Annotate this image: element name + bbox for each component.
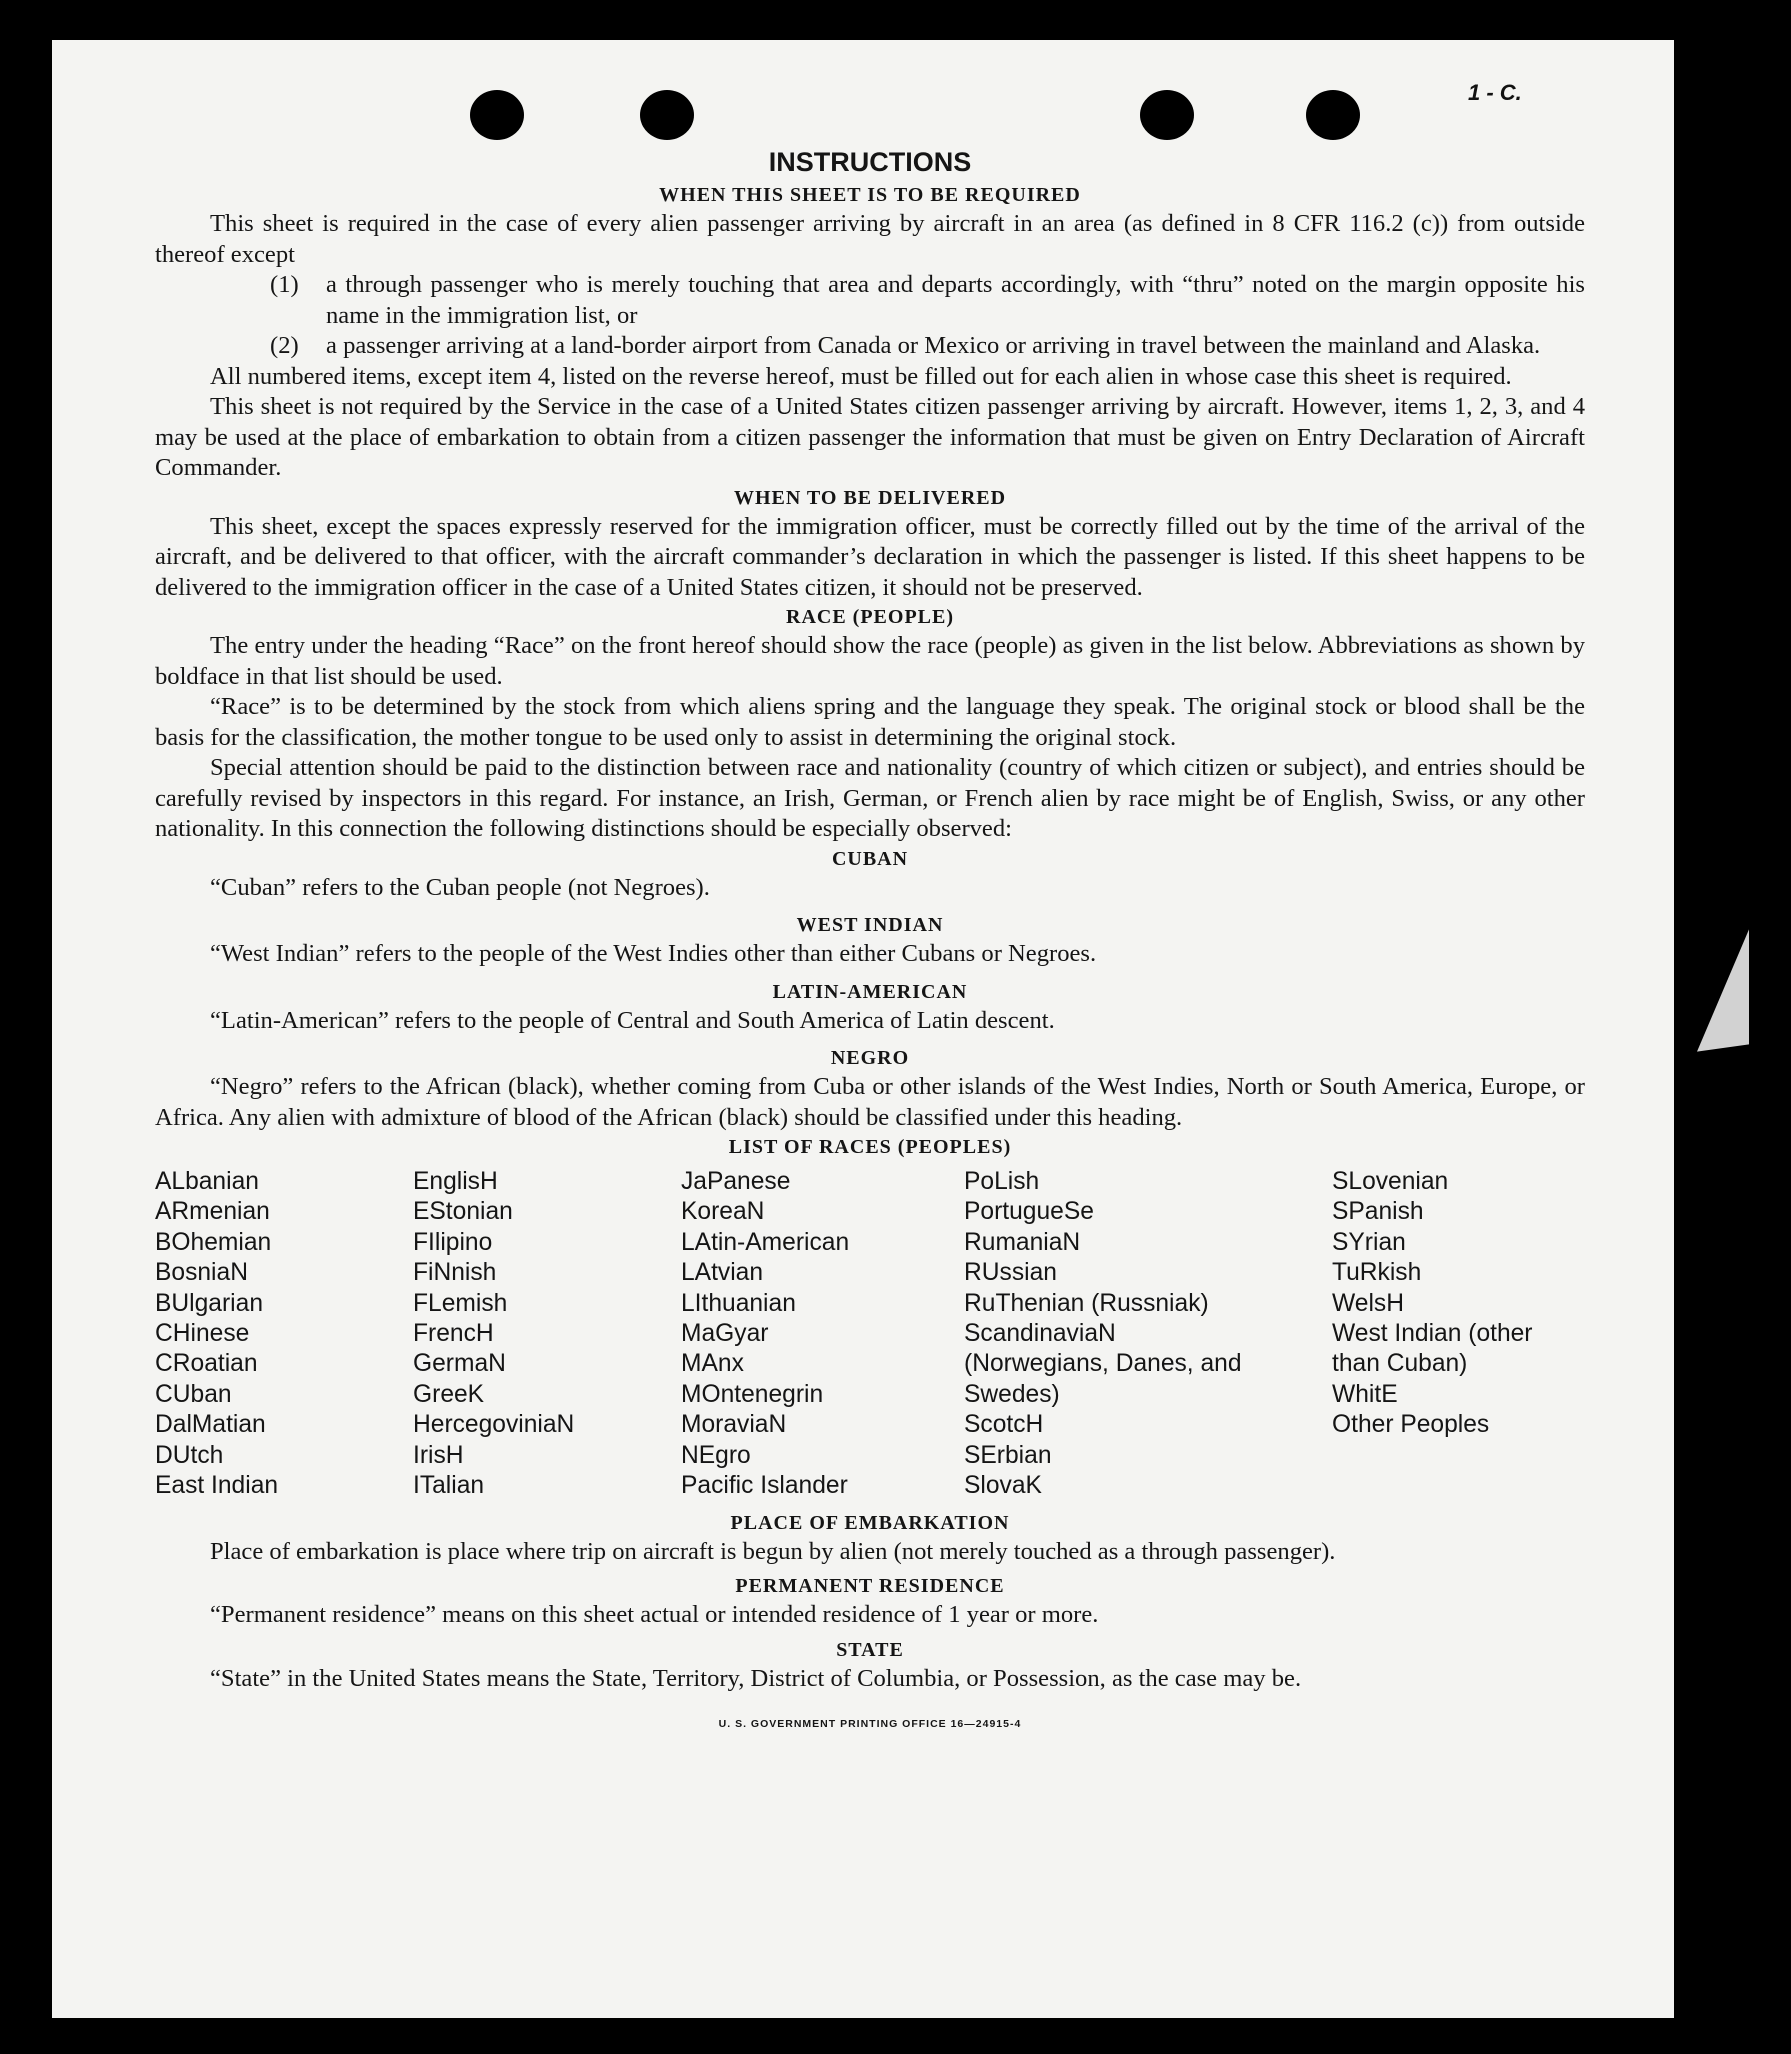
- instructions-content: [155, 146, 1585, 1739]
- paragraph: “Permanent residence” means on this sheet actual or intended residence of 1 year or more.: [210, 1600, 1099, 1628]
- race-item: FiNnish: [413, 1259, 497, 1287]
- race-item: TuRkish: [1332, 1259, 1422, 1287]
- paragraph: Place of embarkation is place where trip on aircraft is begun by alien (not merely touched as a through passenger).: [210, 1538, 1336, 1566]
- heading-when-delivered: WHEN TO BE DELIVERED: [733, 486, 1007, 509]
- paragraph: “West Indian” refers to the people of the West Indies other than either Cubans or Negroes.: [210, 940, 1097, 967]
- race-item: EnglisH: [413, 1168, 498, 1195]
- race-item: FLemish: [413, 1289, 508, 1317]
- heading-cuban: CUBAN: [831, 847, 909, 870]
- race-item: IrisH: [413, 1441, 464, 1469]
- race-item: MaGyar: [681, 1320, 769, 1348]
- race-item: CHinese: [155, 1320, 250, 1348]
- item-number: (1): [270, 271, 299, 298]
- race-item: HercegoviniaN: [413, 1411, 575, 1439]
- item-number: (2): [270, 332, 299, 359]
- race-item: WhitE: [1332, 1380, 1398, 1408]
- race-column: [1332, 1167, 1585, 1501]
- punch-hole: [1306, 90, 1360, 140]
- paragraph: “State” in the United States means the State, Territory, District of Columbia, or Possession, as the case may be.: [210, 1665, 1302, 1693]
- item-text: a through passenger who is merely touching that area and departs accordingly, with “thru” noted on the margin opposite his name in the immigration list, or: [326, 271, 1585, 329]
- race-item: CRoatian: [155, 1350, 258, 1378]
- race-item: ALbanian: [155, 1168, 259, 1195]
- race-column: [155, 1167, 413, 1501]
- race-column: [964, 1167, 1332, 1501]
- race-item: LIthuanian: [681, 1289, 796, 1317]
- paragraph: Special attention should be paid to the distinction between race and nationality (country of which citizen or subject), and entries should be carefully revised by inspectors in this regard. For instance, an Irish, German, or French alien by race might be of English, Swiss, or any other nationality. In this connection the following distinctions should be especially observed:: [155, 754, 1585, 842]
- punch-hole: [640, 90, 694, 140]
- page-title: INSTRUCTIONS: [768, 147, 972, 177]
- race-item: FrencH: [413, 1320, 494, 1348]
- paragraph: The entry under the heading “Race” on the front hereof should show the race (people) as given in the list below. Abbreviations as shown by boldface in that list should be used.: [155, 632, 1585, 690]
- race-item: LAtin-American: [681, 1228, 850, 1256]
- race-item: West Indian (other than Cuban): [1332, 1320, 1533, 1378]
- handwritten-corner-note: 1 - C.: [1468, 80, 1522, 105]
- race-item: RumaniaN: [964, 1228, 1081, 1256]
- paragraph: This sheet, except the spaces expressly reserved for the immigration officer, must be correctly filled out by the time of the arrival of the aircraft, and be delivered to that officer, with the aircraft commander’s declaration in which the passenger is listed. If this sheet happens to be delivered to the immigration officer in the case of a United States citizen, it should not be preserved.: [155, 512, 1585, 601]
- race-item: KoreaN: [681, 1198, 765, 1226]
- race-item: SLovenian: [1332, 1168, 1449, 1195]
- race-item: SErbian: [964, 1441, 1052, 1469]
- race-item: PortugueSe: [964, 1198, 1094, 1226]
- paragraph: This sheet is not required by the Service in the case of a United States citizen passenger arriving by aircraft. However, items 1, 2, 3, and 4 may be used at the place of embarkation to obtain from a citizen passenger the information that must be given on Entry Declaration of Aircraft Commander.: [155, 393, 1585, 481]
- race-item: ScandinaviaN (Norwegians, Danes, and Swedes): [964, 1320, 1242, 1408]
- race-item: NEgro: [681, 1441, 751, 1469]
- race-item: DalMatian: [155, 1411, 266, 1439]
- race-item: MOntenegrin: [681, 1380, 824, 1408]
- paragraph: “Race” is to be determined by the stock from which aliens spring and the language they speak. The original stock or blood shall be the basis for the classification, the mother tongue to be used only to assist in determining the original stock.: [155, 693, 1585, 751]
- list-item: [270, 331, 1585, 362]
- race-column: [413, 1167, 681, 1501]
- race-item: ScotcH: [964, 1411, 1044, 1439]
- race-item: LAtvian: [681, 1259, 764, 1287]
- paragraph: This sheet is required in the case of every alien passenger arriving by aircraft in an area (as defined in 8 CFR 116.2 (c)) from outside thereof except: [155, 210, 1585, 268]
- race-item: MoraviaN: [681, 1411, 787, 1439]
- punch-hole: [470, 90, 524, 140]
- heading-list-of-races: LIST OF RACES (PEOPLES): [728, 1136, 1012, 1158]
- punch-hole: [1140, 90, 1194, 140]
- race-item: RUssian: [964, 1259, 1057, 1287]
- race-column: [681, 1167, 964, 1501]
- race-item: ITalian: [413, 1472, 485, 1500]
- heading-race: RACE (PEOPLE): [786, 606, 954, 628]
- race-item: MAnx: [681, 1350, 744, 1378]
- heading-west-indian: WEST INDIAN: [796, 914, 944, 936]
- race-item: SYrian: [1332, 1228, 1406, 1256]
- race-item: EStonian: [413, 1198, 513, 1226]
- race-item: Pacific Islander: [681, 1472, 848, 1500]
- race-item: BosniaN: [155, 1259, 248, 1287]
- paragraph: All numbered items, except item 4, listed on the reverse hereof, must be filled out for each alien in whose case this sheet is required.: [210, 362, 1512, 390]
- race-item: ARmenian: [155, 1198, 270, 1226]
- race-item: GermaN: [413, 1350, 506, 1378]
- race-item: CUban: [155, 1380, 232, 1408]
- heading-state: STATE: [836, 1639, 904, 1662]
- race-item: Other Peoples: [1332, 1411, 1490, 1439]
- heading-permanent-residence: PERMANENT RESIDENCE: [735, 1574, 1005, 1597]
- race-item: SPanish: [1332, 1198, 1424, 1226]
- page-tab-shadow: [1697, 929, 1749, 1051]
- race-item: GreeK: [413, 1380, 485, 1408]
- heading-place-of-embarkation: PLACE OF EMBARKATION: [730, 1512, 1010, 1535]
- race-item: PoLish: [964, 1168, 1040, 1195]
- race-item: DUtch: [155, 1441, 224, 1469]
- race-item: FIlipino: [413, 1228, 493, 1256]
- paragraph: “Negro” refers to the African (black), whether coming from Cuba or other islands of the West Indies, North or South America, Europe, or Africa. Any alien with admixture of blood of the African (black) should be classified under this heading.: [155, 1073, 1585, 1131]
- paragraph: “Latin-American” refers to the people of Central and South America of Latin descent.: [210, 1006, 1055, 1034]
- race-item: SlovaK: [964, 1472, 1042, 1500]
- race-item: WelsH: [1332, 1289, 1404, 1317]
- race-item: RuThenian (Russniak): [964, 1289, 1209, 1317]
- heading-when-required: WHEN THIS SHEET IS TO BE REQUIRED: [659, 184, 1081, 206]
- race-item: BOhemian: [155, 1228, 272, 1256]
- race-item: East Indian: [155, 1472, 279, 1500]
- heading-negro: NEGRO: [830, 1047, 910, 1069]
- race-item: BUlgarian: [155, 1289, 263, 1317]
- list-item: [270, 270, 1585, 331]
- printer-imprint: U. S. GOVERNMENT PRINTING OFFICE 16—24915-4: [718, 1717, 1022, 1730]
- race-item: JaPanese: [681, 1168, 791, 1195]
- race-list: [155, 1167, 1585, 1501]
- heading-latin-american: LATIN-AMERICAN: [772, 980, 968, 1003]
- item-text: a passenger arriving at a land-border airport from Canada or Mexico or arriving in travel between the mainland and Alaska.: [326, 332, 1541, 359]
- paragraph: “Cuban” refers to the Cuban people (not Negroes).: [210, 873, 710, 901]
